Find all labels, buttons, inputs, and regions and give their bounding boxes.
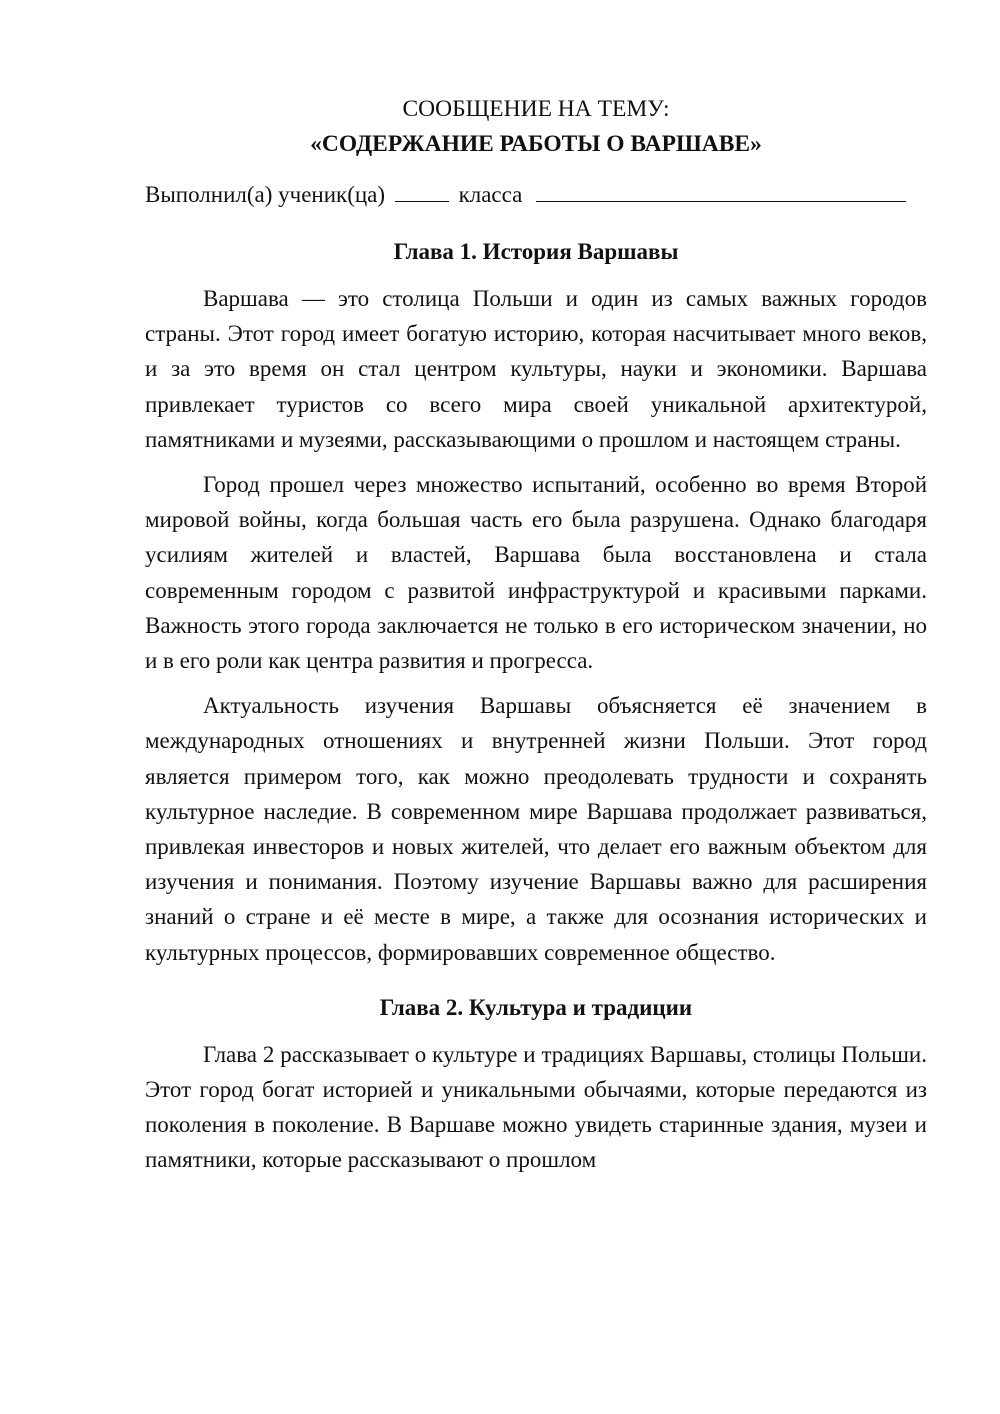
- chapter-1-paragraph-1: Варшава — это столица Польши и один из самых важных городов страны. Этот город имеет богатую историю, которая насчитывает много веков, и за это время он стал центром культуры, науки и экономики. Варшава привлекает туристов со всего мира своей уникальной архитектурой, памятниками и музеями, рассказывающими о прошлом и настоящем страны.: [145, 286, 927, 452]
- student-info-line: [145, 177, 927, 212]
- student-label: Выполнил(а) ученик(ца): [145, 182, 386, 207]
- chapter-2-paragraph-1: Глава 2 рассказывает о культуре и традициях Варшавы, столицы Польши. Этот город богат историей и уникальными обычаями, которые передаются из поколения в поколение. В Варшаве можно увидеть старинные здания, музеи и памятники, которые рассказывают о прошлом: [145, 1041, 927, 1173]
- document-title-line-2: «СОДЕРЖАНИЕ РАБОТЫ О ВАРШАВЕ»: [310, 131, 762, 157]
- chapter-2-heading: Глава 2. Культура и традиции: [379, 994, 693, 1020]
- document-title-line-1: СООБЩЕНИЕ НА ТЕМУ:: [402, 96, 670, 122]
- class-number-blank: [395, 179, 449, 202]
- document-content: [145, 92, 927, 1188]
- class-label: класса: [458, 182, 523, 207]
- student-name-blank: [536, 179, 906, 202]
- chapter-1-paragraph-3: Актуальность изучения Варшавы объясняется её значением в международных отношениях и внутренней жизни Польши. Этот город является примером того, как можно преодолевать трудности и сохранять культурное наследие. В современном мире Варшава продолжает развиваться, привлекая инвесторов и новых жителей, что делает его важным объектом для изучения и понимания. Поэтому изучение Варшавы важно для расширения знаний о стране и её месте в мире, а также для осознания исторических и культурных процессов, формировавших современное общество.: [145, 693, 927, 965]
- chapter-1-heading: Глава 1. История Варшавы: [393, 239, 679, 264]
- chapter-1-paragraph-2: Город прошел через множество испытаний, особенно во время Второй мировой войны, когда большая часть его была разрушена. Однако благодаря усилиям жителей и властей, Варшава была восстановлена и стала современным городом с развитой инфраструктурой и красивыми парками. Важность этого города заключается не только в его историческом значении, но и в его роли как центра развития и прогресса.: [145, 472, 927, 674]
